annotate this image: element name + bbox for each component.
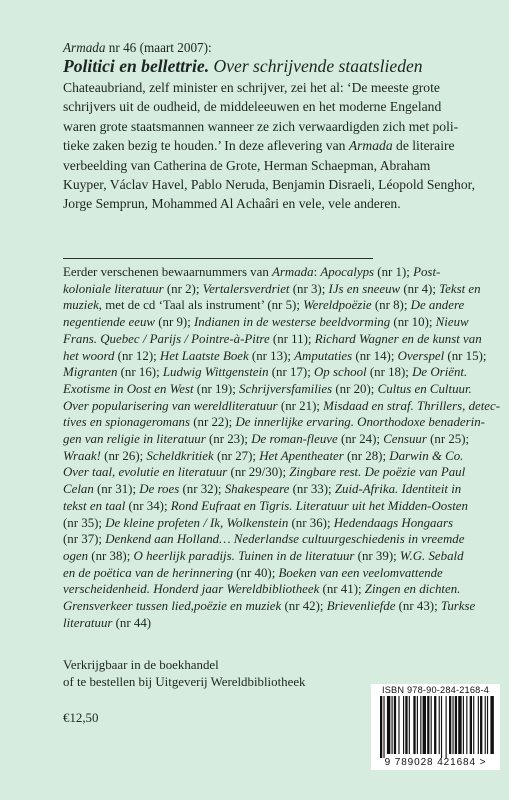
price: €12,50 (63, 711, 99, 725)
previous-issues-line: Eerder verschenen bewaarnummers van Armada: Apocalyps (nr 1); Post- (63, 265, 441, 279)
series-name: Armada (63, 40, 106, 55)
ean-digits: 9 789028 421684 > (384, 757, 487, 768)
previous-issues-line: tives en spionageromans (nr 22); De innerlijke ervaring. Onorthodoxe benaderin- (63, 415, 485, 430)
previous-issues-line: ogen (nr 38); O heerlijk paradijs. Tuinen in de literatuur (nr 39); W.G. Sebald (63, 548, 464, 563)
previous-issues-line: gen van religie in literatuur (nr 23); De roman-fleuve (nr 24); Censuur (nr 25); (63, 432, 470, 447)
issue-number: nr 46 (maart 2007): (105, 40, 212, 55)
previous-issues-line: muziek, met de cd ‘Taal als instrument’ (nr 5); Wereldpoëzie (nr 8); De andere (63, 298, 465, 313)
previous-issues-list (63, 264, 501, 631)
intro-line: waren grote staatsmannen wanneer ze zich verwaardigden zich met poli- (63, 118, 459, 134)
title-bold: Politici en bellettrie. (63, 56, 210, 76)
previous-issues-line: verscheidenheid. Honderd jaar Wereldbibliotheek (nr 41); Zingen en dichten. (63, 582, 461, 597)
intro-line: Jorge Semprun, Mohammed Al Achaâri en vele, vele anderen. (63, 196, 401, 212)
availability-line: Verkrijgbaar in de boekhandel (63, 658, 219, 672)
previous-issues-line: (nr 35); De kleine profeten / Ik, Wolkenstein (nr 36); Hedendaags Hongaars (63, 515, 453, 530)
previous-issues-line: Migranten (nr 16); Ludwig Wittgenstein (nr 17); Op school (nr 18); De Oriënt. (63, 365, 468, 380)
previous-issues-line: Over popularisering van wereldliteratuur (nr 21); Misdaad en straf. Thrillers, detec- (63, 398, 501, 413)
intro-line: verbeelding van Catherina de Grote, Herman Schaepman, Abraham (63, 157, 431, 173)
previous-issues-line: en de poëtica van de herinnering (nr 40); Boeken van een veelomvattende (63, 565, 443, 580)
issue-line (63, 39, 473, 56)
intro-paragraph (63, 78, 476, 214)
isbn-label: ISBN 978-90-284-2168-4 (381, 685, 490, 695)
previous-issues-line: Wraak! (nr 26); Scheldkritiek (nr 27); Het Apentheater (nr 28); Darwin & Co. (63, 448, 464, 463)
divider (63, 258, 373, 259)
intro-line: tieke zaken bezig te houden.’ In deze aflevering van Armada de literaire (63, 138, 455, 154)
intro-line: Kuyper, Václav Havel, Pablo Neruda, Benjamin Disraeli, Léopold Senghor, (63, 177, 476, 193)
availability-line: of te bestellen bij Uitgeverij Wereldbibliotheek (63, 675, 306, 689)
title-rest: Over schrijvende staatslieden (209, 56, 423, 76)
barcode-bars (374, 696, 497, 758)
intro-line: Chateaubriand, zelf minister en schrijver, zei het al: ‘De meeste grote (63, 80, 440, 95)
issue-title (63, 56, 473, 77)
previous-issues-line: Over taal, evolutie en literatuur (nr 29/30); Zingbare rest. De poëzie van Paul (63, 465, 466, 480)
previous-issues-line: negentiende eeuw (nr 9); Indianen in de westerse beeldvorming (nr 10); Nieuw (63, 315, 469, 330)
previous-issues-line: het woord (nr 12); Het Laatste Boek (nr 13); Amputaties (nr 14); Overspel (nr 15); (63, 348, 487, 363)
previous-issues-line: literatuur (nr 44) (63, 615, 152, 630)
previous-issues-line: tekst en taal (nr 34); Rond Eufraat en Tigris. Literatuur uit het Midden-Oosten (63, 498, 468, 513)
intro-line: schrijvers uit de oudheid, de middeleeuwen en het moderne Engeland (63, 99, 442, 115)
previous-issues-line: koloniale literatuur (nr 2); Vertalersverdriet (nr 3); IJs en sneeuw (nr 4); Tekst en (63, 281, 481, 296)
previous-issues-line: Frans. Quebec / Parijs / Pointre-à-Pitre (nr 11); Richard Wagner en de kunst van (63, 331, 482, 346)
previous-issues-line: Grensverkeer tussen lied,poëzie en muziek (nr 42); Brievenliefde (nr 43); Turkse (63, 599, 476, 614)
previous-issues-line: Celan (nr 31); De roes (nr 32); Shakespeare (nr 33); Zuid-Afrika. Identiteit in (63, 482, 462, 497)
isbn-barcode (371, 684, 500, 770)
previous-issues-line: (nr 37); Denkend aan Holland… Nederlandse cultuurgeschiedenis in vreemde (63, 532, 465, 547)
previous-issues-line: Exotisme in Oost en West (nr 19); Schrijversfamilies (nr 20); Cultus en Cultuur. (63, 381, 472, 396)
